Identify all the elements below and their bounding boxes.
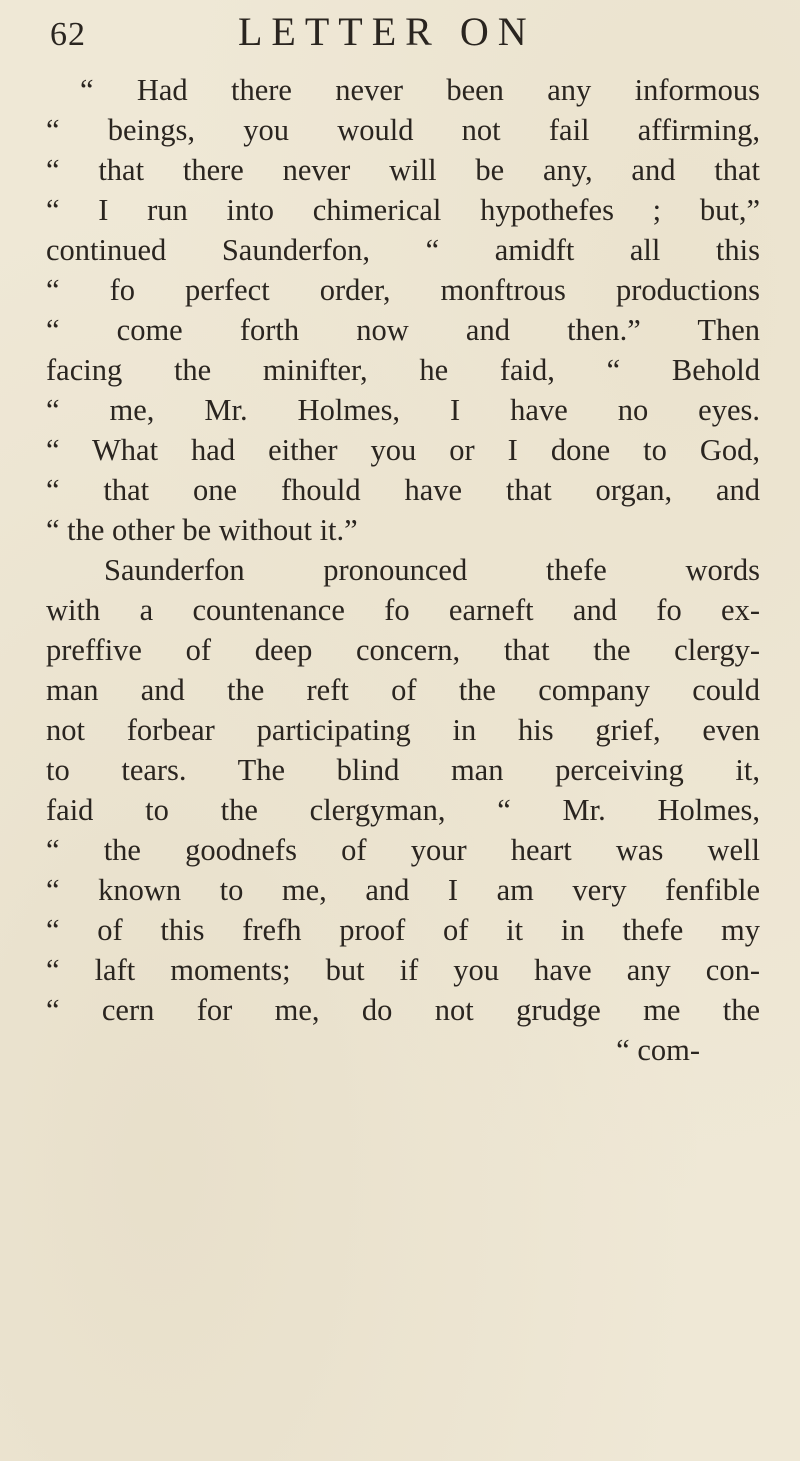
text-line: “ beings, you would not fail affirming, bbox=[46, 113, 760, 147]
text-line: to tears. The blind man perceiving it, bbox=[46, 753, 760, 787]
text-line: “ me, Mr. Holmes, I have no eyes. bbox=[46, 393, 760, 427]
text-line: preffive of deep concern, that the clergy- bbox=[46, 633, 760, 667]
text-line: “ the other be without it.” bbox=[46, 513, 358, 547]
page-header bbox=[46, 8, 760, 64]
text-line: with a countenance fo earneft and fo ex- bbox=[46, 593, 760, 627]
text-line: Saunderfon pronounced thefe words bbox=[104, 553, 760, 587]
text-line: “ that there never will be any, and that bbox=[46, 153, 760, 187]
running-head: LETTER ON bbox=[238, 9, 536, 54]
text-line: “ Had there never been any informous bbox=[80, 73, 760, 107]
text-line: not forbear participating in his grief, even bbox=[46, 713, 760, 747]
text-line: man and the reft of the company could bbox=[46, 673, 760, 707]
text-line: “ come forth now and then.” Then bbox=[46, 313, 760, 347]
text-line: “ known to me, and I am very fenfible bbox=[46, 873, 760, 907]
text-line: “ fo perfect order, monftrous productions bbox=[46, 273, 760, 307]
text-line: facing the minifter, he faid, “ Behold bbox=[46, 353, 760, 387]
text-line: continued Saunderfon, “ amidft all this bbox=[46, 233, 760, 267]
text-line: “ that one fhould have that organ, and bbox=[46, 473, 760, 507]
text-line: “ cern for me, do not grudge me the bbox=[46, 993, 760, 1027]
text-line: “ What had either you or I done to God, bbox=[46, 433, 760, 467]
text-line: “ I run into chimerical hypothefes ; but,” bbox=[46, 193, 760, 227]
catchword: “ com- bbox=[616, 1033, 700, 1067]
body-text bbox=[46, 70, 760, 1070]
text-line: faid to the clergyman, “ Mr. Holmes, bbox=[46, 793, 760, 827]
text-line: “ of this frefh proof of it in thefe my bbox=[46, 913, 760, 947]
text-line: “ laft moments; but if you have any con- bbox=[46, 953, 760, 987]
text-line: “ the goodnefs of your heart was well bbox=[46, 833, 760, 867]
page-number: 62 bbox=[50, 16, 86, 53]
